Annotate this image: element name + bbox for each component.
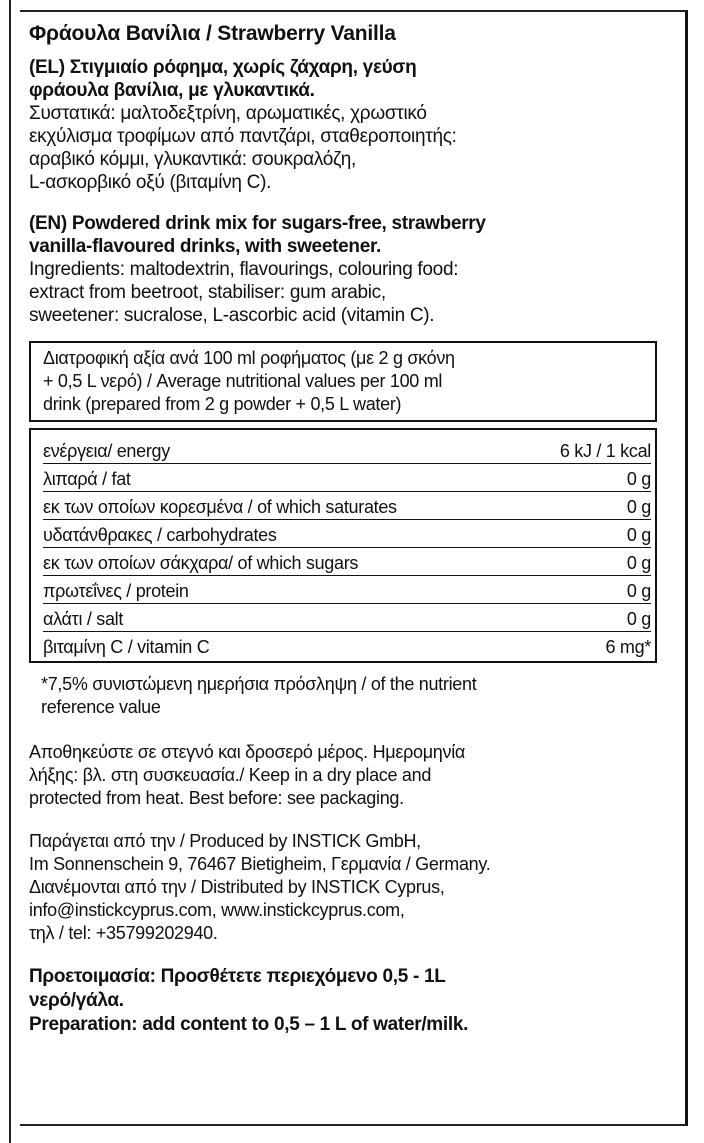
nutrition-label: πρωτεΐνες / protein bbox=[43, 581, 189, 601]
greek-ingredients-line-4: L-ασκορβικό οξύ (βιταμίνη C). bbox=[29, 172, 272, 193]
nutrition-label: λιπαρά / fat bbox=[43, 469, 131, 489]
storage-instructions bbox=[29, 741, 657, 810]
nutrition-row-carbohydrates bbox=[43, 520, 651, 548]
footnote-line-1: *7,5% συνιστώμενη ημερήσια πρόσληψη / of the nutrient bbox=[41, 674, 477, 694]
nutrition-row-protein bbox=[43, 576, 651, 604]
nutrition-footnote bbox=[41, 673, 657, 719]
producer-line-4: info@instickcyprus.com, www.instickcyprus.com, bbox=[29, 900, 405, 920]
greek-heading-line-2: φράουλα βανίλια, με γλυκαντικά. bbox=[29, 80, 315, 101]
nutrition-row-energy bbox=[43, 436, 651, 464]
nutrition-header-line-2: + 0,5 L νερό) / Average nutritional values per 100 ml bbox=[43, 371, 443, 391]
english-heading-line-2: vanilla-flavoured drinks, with sweetener. bbox=[29, 236, 381, 257]
nutrition-label: ενέργεια/ energy bbox=[43, 441, 170, 461]
english-description bbox=[29, 212, 657, 327]
greek-description bbox=[29, 56, 657, 194]
nutrition-value: 0 g bbox=[626, 553, 651, 573]
nutrition-label: αλάτι / salt bbox=[43, 609, 124, 629]
storage-line-2: λήξης: βλ. στη συσκευασία./ Keep in a dry place and bbox=[29, 765, 432, 785]
nutrition-value: 0 g bbox=[626, 609, 651, 629]
english-ingredients-line-3: sweetener: sucralose, L-ascorbic acid (vitamin C). bbox=[29, 305, 435, 326]
producer-info bbox=[29, 830, 657, 945]
nutrition-value: 0 g bbox=[626, 581, 651, 601]
nutrition-table bbox=[29, 428, 657, 663]
preparation-line-2: νερό/γάλα. bbox=[29, 990, 124, 1011]
nutrition-label: εκ των οποίων σάκχαρα/ of which sugars bbox=[43, 553, 359, 573]
nutrition-value: 0 g bbox=[626, 469, 651, 489]
footnote-line-2: reference value bbox=[41, 697, 161, 717]
nutrition-header bbox=[29, 341, 657, 422]
nutrition-row-fat bbox=[43, 464, 651, 492]
product-title: Φράουλα Βανίλια / Strawberry Vanilla bbox=[29, 22, 396, 45]
nutrition-row-sugars bbox=[43, 548, 651, 576]
producer-line-1: Παράγεται από την / Produced by INSTICK GmbH, bbox=[29, 831, 421, 851]
nutrition-row-salt bbox=[43, 604, 651, 632]
nutrition-label: εκ των οποίων κορεσμένα / of which saturates bbox=[43, 497, 397, 517]
nutrition-label: βιταμίνη C / vitamin C bbox=[43, 637, 210, 657]
greek-ingredients-line-2: εκχύλισμα τροφίμων από παντζάρι, σταθεροποιητής: bbox=[29, 126, 457, 147]
label-content bbox=[29, 20, 657, 1037]
english-ingredients-line-2: extract from beetroot, stabiliser: gum arabic, bbox=[29, 282, 386, 303]
nutrition-value: 0 g bbox=[626, 497, 651, 517]
preparation-line-3: Preparation: add content to 0,5 – 1 L of water/milk. bbox=[29, 1014, 469, 1035]
greek-ingredients-line-1: Συστατικά: μαλτοδεξτρίνη, αρωματικές, χρωστικό bbox=[29, 103, 427, 124]
nutrition-label: υδατάνθρακες / carbohydrates bbox=[43, 525, 277, 545]
producer-line-2: Im Sonnenschein 9, 76467 Bietigheim, Γερμανία / Germany. bbox=[29, 854, 491, 874]
english-heading-line-1: (EN) Powdered drink mix for sugars-free, strawberry bbox=[29, 213, 486, 234]
nutrition-header-line-1: Διατροφική αξία ανά 100 ml ροφήματος (με 2 g σκόνη bbox=[43, 348, 455, 368]
nutrition-value: 0 g bbox=[626, 525, 651, 545]
left-border-line bbox=[9, 0, 11, 1143]
greek-ingredients-line-3: αραβικό κόμμι, γλυκαντικά: σουκραλόζη, bbox=[29, 149, 357, 170]
nutrition-value: 6 kJ / 1 kcal bbox=[559, 441, 651, 461]
storage-line-1: Αποθηκεύστε σε στεγνό και δροσερό μέρος. Ημερομηνία bbox=[29, 742, 466, 762]
producer-line-5: τηλ / tel: +35799202940. bbox=[29, 923, 218, 943]
english-ingredients-line-1: Ingredients: maltodextrin, flavourings, colouring food: bbox=[29, 259, 459, 280]
greek-heading-line-1: (EL) Στιγμιαίο ρόφημα, χωρίς ζάχαρη, γεύση bbox=[29, 57, 417, 78]
preparation-instructions bbox=[29, 965, 657, 1037]
storage-line-3: protected from heat. Best before: see packaging. bbox=[29, 788, 404, 808]
preparation-line-1: Προετοιμασία: Προσθέτετε περιεχόμενο 0,5 - 1L bbox=[29, 966, 446, 987]
nutrition-row-vitamin-c bbox=[43, 632, 651, 659]
nutrition-row-saturates bbox=[43, 492, 651, 520]
nutrition-header-line-3: drink (prepared from 2 g powder + 0,5 L water) bbox=[43, 394, 402, 414]
producer-line-3: Διανέμονται από την / Distributed by INSTICK Cyprus, bbox=[29, 877, 445, 897]
nutrition-value: 6 mg* bbox=[605, 637, 651, 657]
